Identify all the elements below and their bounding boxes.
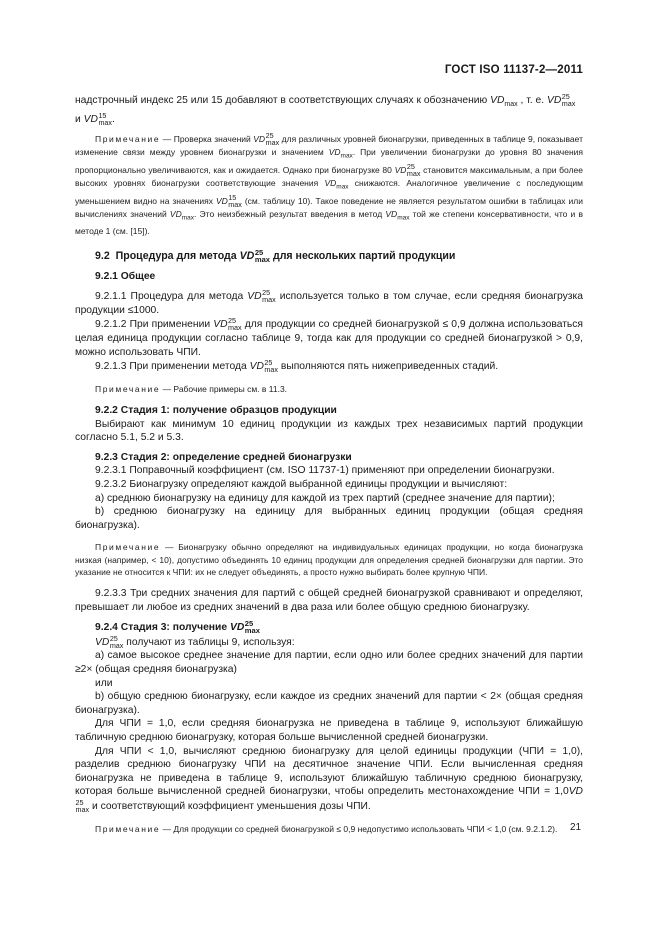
- paragraph-intro: надстрочный индекс 25 или 15 добавляют в соответствующих случаях к обозначению $VD_{max}$ , т. е. VD 25 max и VD 15 max .: [75, 92, 576, 127]
- section-9-2-3-title: 9.2.3 Стадия 2: определение средней бионагрузки: [95, 451, 352, 463]
- list-item-a-2: a) самое высокое среднее значение для партии, если одно или более средних значений для партии ≥2× (общая средняя бионагрузка): [75, 650, 583, 675]
- paragraph-9-2-3-1: 9.2.3.1 Поправочный коэффициент (см. ISO 11737-1) применяют при определении бионагрузки.: [95, 465, 555, 477]
- section-9-2-1-title: 9.2.1 Общее: [95, 270, 156, 282]
- list-item-b-2: b) общую среднюю бионагрузку, если каждое из средних значений для партии < 2× (общая средняя бионагрузка).: [75, 691, 583, 716]
- section-9-2-title: 9.2 Процедура для метода VD 25 max для нескольких партий продукции: [95, 248, 456, 265]
- paragraph-chpi-less-1: Для ЧПИ < 1,0, вычисляют среднюю бионагрузку для целой единицы продукции (ЧПИ = 1,0), разделив среднюю бионагрузку ЧПИ на десятичное значение ЧПИ. Если вычисленная средняя бионагрузка не приведена в таблице 9, используют ближайшую табличную среднюю бионагрузку, которая больше вычисленной средней бионагрузки, чтобы определить местонахождение ЧПИ = 1,0VD 25 max и соответствующий коэффициент уменьшения дозы ЧПИ.: [75, 745, 583, 814]
- list-item-or: или: [95, 677, 113, 689]
- paragraph-9-2-2: Выбирают как минимум 10 единиц продукции из каждых трех независимых партий продукции согласно 5.1, 5.2 и 5.3.: [75, 418, 583, 444]
- section-9-2-2-title: 9.2.2 Стадия 1: получение образцов продукции: [95, 405, 337, 417]
- note-3: Примечание — Бионагрузку обычно определяют на индивидуальных единицах продукции, но когда бионагрузка низкая (например, < 10), допустимо объединять 10 единиц продукции для определения средней бионагрузки для партии. Это указание не относится к ЧПИ: их не следует объединять, а просто нужно выбирать более крупную ЧПИ.: [75, 542, 583, 577]
- paragraph-9-2-4: VD 25 max получают из таблицы 9, используя:: [95, 633, 295, 650]
- paragraph-9-2-1-2: 9.2.1.2 При применении VD 25 max для продукции со средней бионагрузкой ≤ 0,9 должна использоваться целая единица продукции согласно таблице 9, тогда как для продукции со средней бионагрузкой > 0,9, можно использовать ЧПИ.: [75, 316, 583, 358]
- paragraph-9-2-3-2: 9.2.3.2 Бионагрузку определяют каждой выбранной единицы продукции и вычисляют:: [95, 479, 508, 491]
- note-4: Примечание — Для продукции со средней бионагрузкой ≤ 0,9 недопустимо использовать ЧПИ < 1,0 (см. 9.2.1.2).: [95, 823, 558, 834]
- document-body: [75, 93, 583, 835]
- paragraph-chpi-1: Для ЧПИ = 1,0, если средняя бионагрузка не приведена в таблице 9, используют ближайшую табличную среднюю бионагрузку, которая больше вычисленной средней бионагрузки.: [75, 718, 583, 743]
- list-item-a: a) среднюю бионагрузку на единицу для каждой из трех партий (среднее значение для партии);: [95, 492, 555, 504]
- note-2: Примечание — Рабочие примеры см. в 11.3.: [95, 383, 288, 394]
- document-header: ГОСТ ISO 11137-2—2011: [444, 64, 583, 76]
- paragraph-9-2-1-1: 9.2.1.1 Процедура для метода VD 25 max используется только в том случае, если средняя бионагрузка продукции ≤1000.: [75, 288, 583, 316]
- page-number: 21: [570, 822, 582, 833]
- section-9-2-4-title: 9.2.4 Стадия 3: получение VD 25 max: [95, 619, 260, 636]
- paragraph-9-2-3-3: 9.2.3.3 Три средних значения для партий с общей средней бионагрузкой сравнивают и определяют, превышает ли любое из средних значений в два раза или более общую среднюю бионагрузку.: [75, 588, 583, 613]
- paragraph-9-2-1-3: 9.2.1.3 При применении метода VD 25 max выполняются пять нижеприведенных стадий.: [95, 358, 499, 375]
- note-1: Примечание — Проверка значений VD 25 max для различных уровней бионагрузки, приведенных в таблице 9, показывает изменение связи между уровнем бионагрузки и значением $VD_{max}$. При увеличении бионагрузки до уровня 80 значения пропорционально увеличиваются, как и ожидается. Однако при бионагрузке 80 VD 25 max становится максимальным, а при более высоких уровнях бионагрузки соответствующие значения $VD_{max}$ снижаются. Аналогичное увеличение с последующим уменьшением видно на значениях VD 15 max (см. таблицу 10). Такое поведение не является результатом ошибки в таблицах или вычислениях значений $VD_{max}$. Это неизбежный результат введения в метод $VD_{max}$ той же степени консервативности, что и в методе 1 (см. [15]).: [75, 131, 584, 236]
- list-item-b: b) среднюю бионагрузку на единицу для выбранных единиц продукции (общая средняя бионагрузка).: [75, 506, 583, 531]
